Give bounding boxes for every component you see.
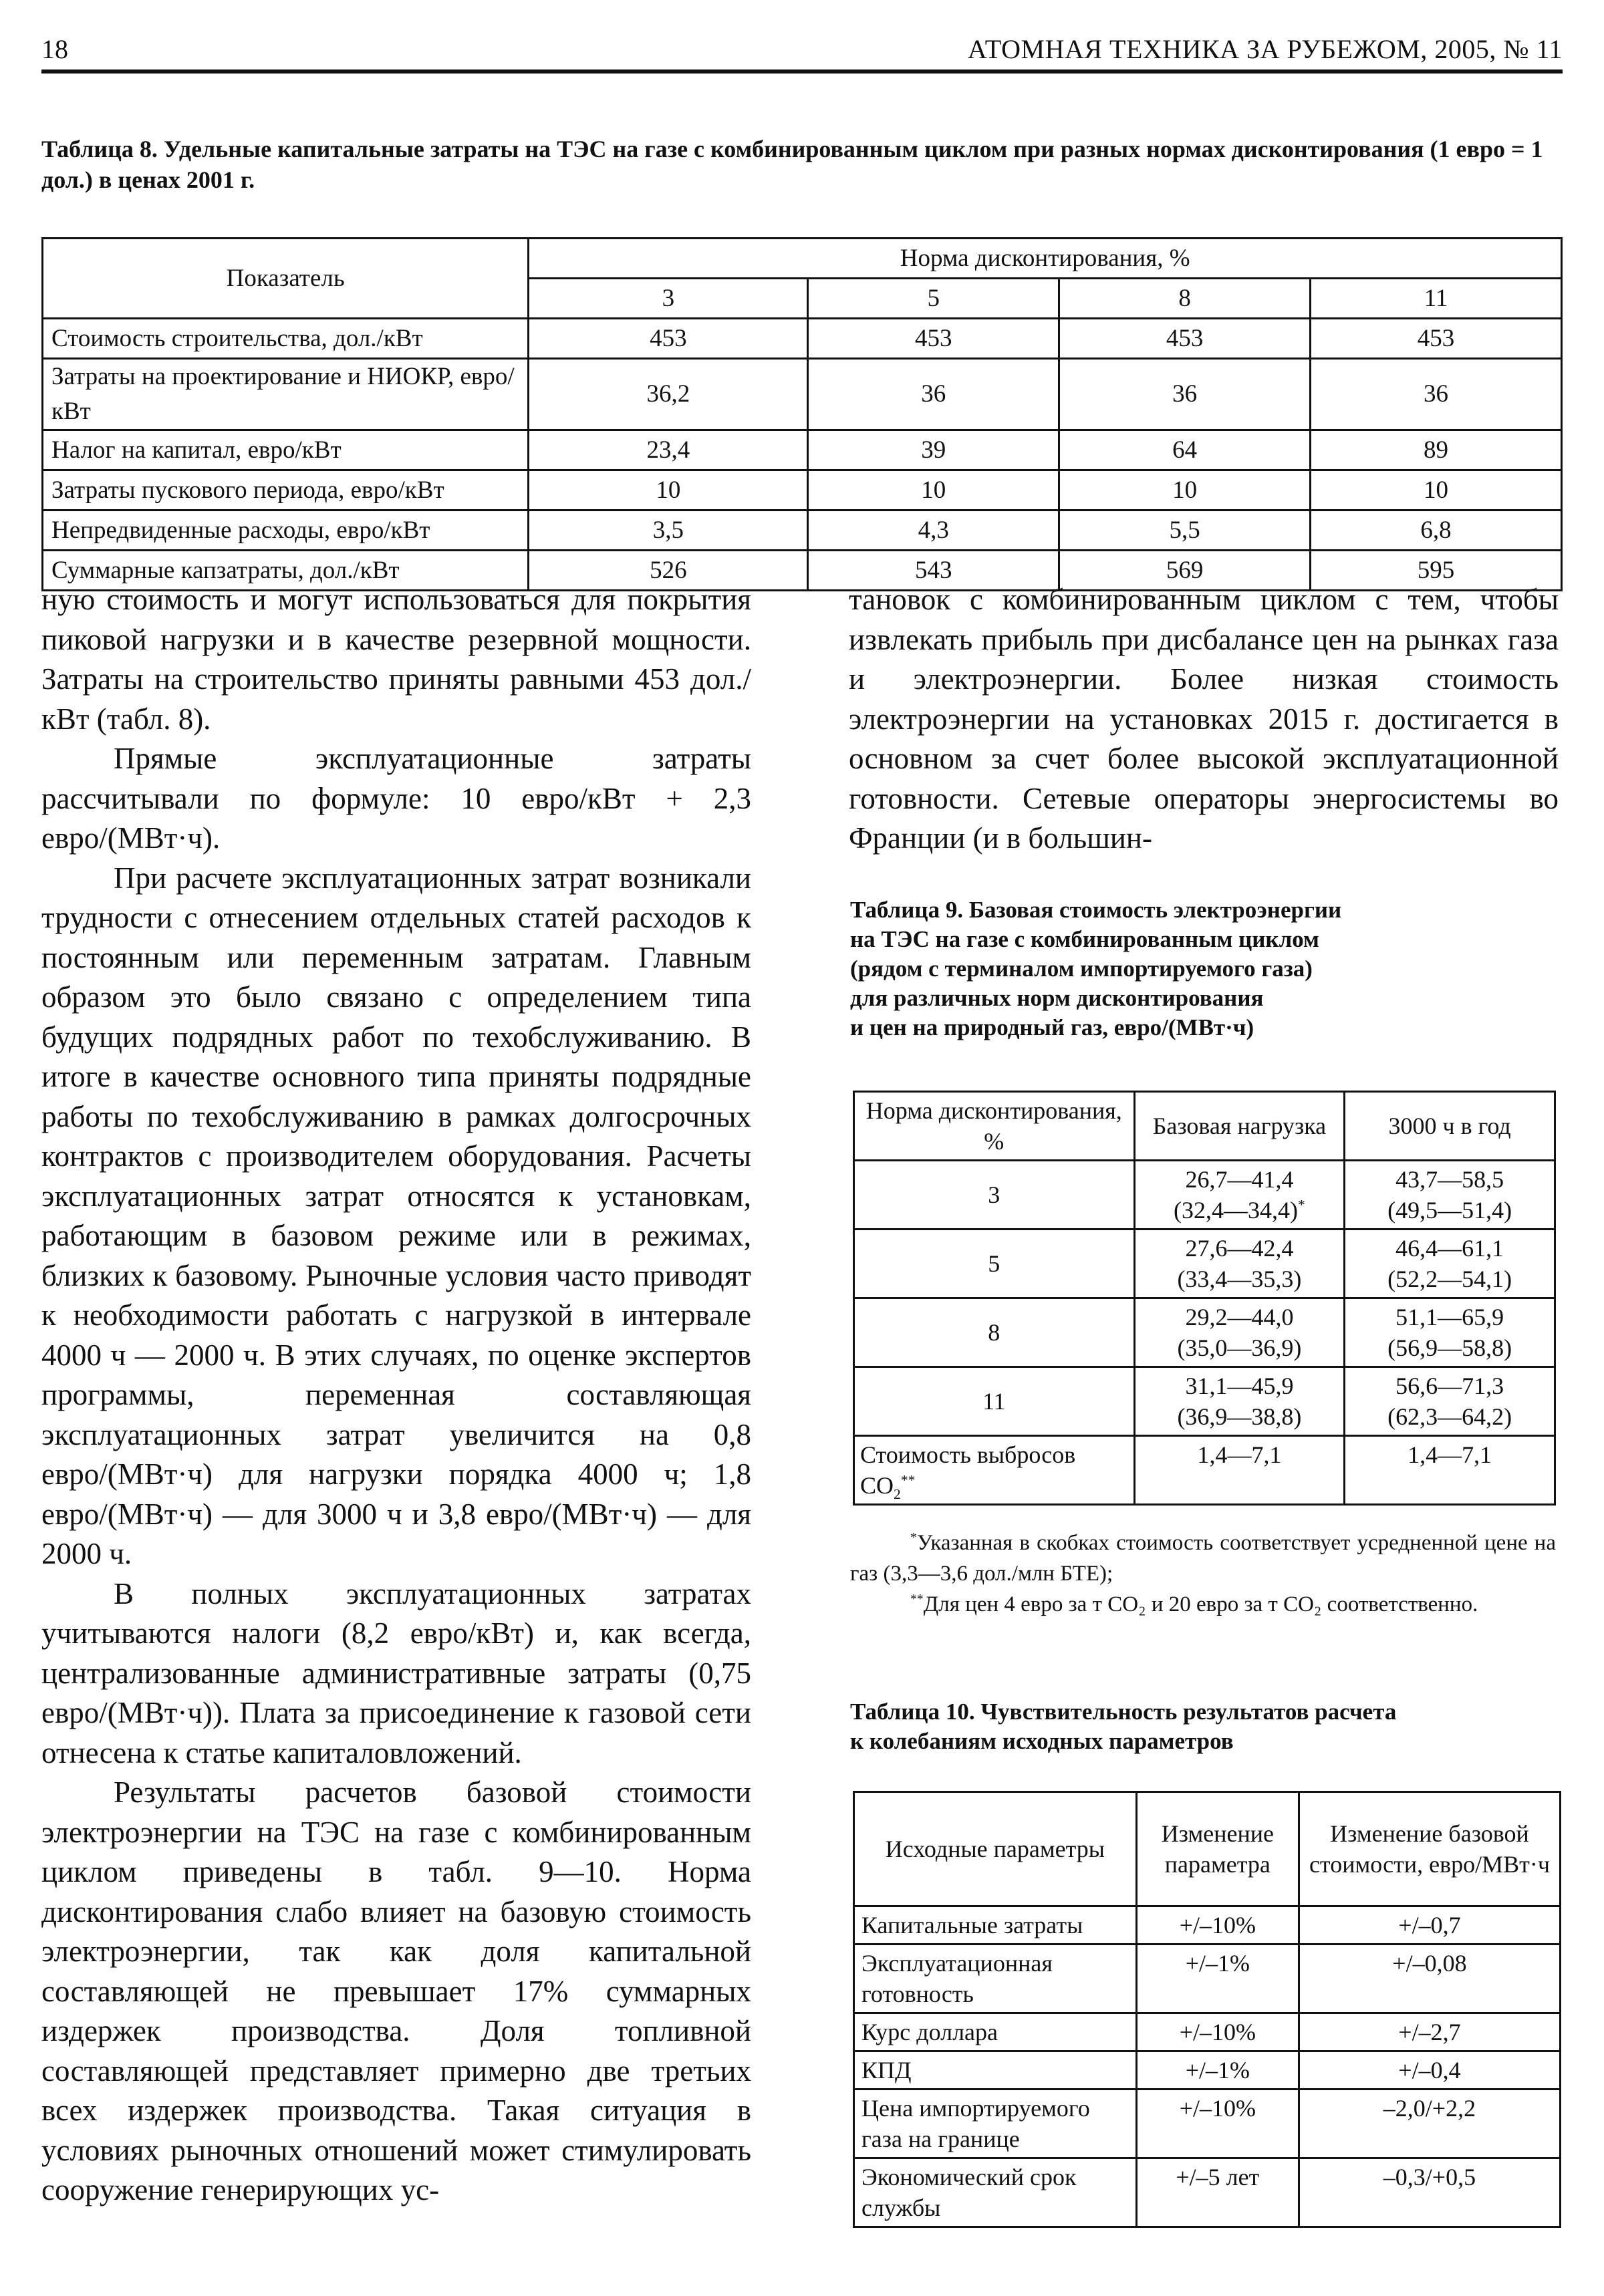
range: 56,6—71,3: [1395, 1373, 1504, 1399]
param-cell: Эксплуатационная готовность: [854, 1945, 1137, 2013]
paragraph: тановок с комбинированным циклом с тем, чтобы извлекать прибыль при дисбалансе цен на рынках газа и электроэнергии. Более низкая стоимость электроэнергии на установках 2015 г. достигается в основном за счет более высокой эксплуатационной готовности. Сетевые операторы энергосистемы во Франции (и в большин-: [849, 583, 1559, 855]
effect-cell: +/–0,7: [1299, 1906, 1560, 1945]
cell: 569: [1059, 551, 1311, 591]
range: 51,1—65,9: [1395, 1304, 1504, 1330]
table-row: [854, 1298, 1555, 1367]
cell: 36: [1311, 359, 1562, 430]
footnote-mark: *: [910, 1530, 917, 1545]
row-label: Суммарные капзатраты, дол./кВт: [43, 551, 529, 591]
change-cell: +/–10%: [1136, 2013, 1299, 2051]
table9-header-3000h: 3000 ч в год: [1345, 1092, 1555, 1161]
table8: [41, 237, 1563, 591]
row-label: Затраты пускового периода, евро/кВт: [43, 470, 529, 511]
param-cell: Цена импортируемого газа на границе: [854, 2090, 1137, 2158]
table8-col-8: 8: [1059, 279, 1311, 319]
table8-header-indicator: Показатель: [43, 239, 529, 319]
footnote: [850, 1528, 1556, 1589]
co2-label-cell: [854, 1436, 1135, 1505]
range: 29,2—44,0: [1185, 1304, 1294, 1330]
effect-cell: –0,3/+0,5: [1299, 2158, 1560, 2227]
subscript: 2: [894, 1486, 901, 1503]
cell: [1134, 1298, 1345, 1367]
table8-caption: Таблица 8. Удельные капитальные затраты на ТЭС на газе с комбинированным циклом при разных нормах дисконтирования (1 евро = 1 дол.) в ценах 2001 г.: [41, 136, 1543, 193]
table10-caption: [850, 1697, 1559, 1756]
table10-header-effect: Изменение базовой стоимости, евро/МВт·ч: [1299, 1792, 1560, 1906]
caption-line: (рядом с терминалом импортируемого газа): [850, 956, 1313, 982]
row-label: Непредвиденные расходы, евро/кВт: [43, 511, 529, 551]
rate-cell: 11: [854, 1367, 1135, 1436]
table-row: [854, 1367, 1555, 1436]
rate-cell: 8: [854, 1298, 1135, 1367]
rate-cell: 3: [854, 1161, 1135, 1230]
cell: 5,5: [1059, 511, 1311, 551]
cell: 89: [1311, 430, 1562, 470]
table-row: [43, 470, 1562, 511]
cell: 36: [808, 359, 1059, 430]
table8-col-11: 11: [1311, 279, 1562, 319]
range: 31,1—45,9: [1185, 1373, 1294, 1399]
paragraph: В полных эксплуатационных затратах учитываются налоги (8,2 евро/кВт) и, как всегда, централизованные административные затраты (0,75 евро/(МВт·ч)). Плата за присоединение к газовой сети отнесена к статье капиталовложений.: [41, 1576, 751, 1769]
table-row: [854, 1906, 1561, 1945]
cell: 39: [808, 430, 1059, 470]
table-row: [854, 1945, 1561, 2013]
cell: [1345, 1367, 1555, 1436]
table-row: [854, 1161, 1555, 1230]
cell: [1134, 1230, 1345, 1298]
param-cell: Экономический срок службы: [854, 2158, 1137, 2227]
cell: [1134, 1367, 1345, 1436]
cell: [1345, 1230, 1555, 1298]
co2-label: Стоимость выбросов CO: [860, 1441, 1076, 1499]
row-label: Затраты на проектирование и НИОКР, евро/кВт: [43, 359, 529, 430]
table-row: [43, 319, 1562, 359]
footnote-mark: **: [910, 1592, 924, 1606]
caption-line: Таблица 10. Чувствительность результатов расчета: [850, 1699, 1397, 1725]
table9-footnotes: [850, 1528, 1556, 1620]
cell: 453: [808, 319, 1059, 359]
avg-range: (36,9—38,8): [1177, 1403, 1302, 1430]
cell: 453: [1059, 319, 1311, 359]
table10: [853, 1791, 1561, 2228]
cell: 4,3: [808, 511, 1059, 551]
cell: [1345, 1298, 1555, 1367]
table9: [853, 1091, 1556, 1505]
footnote: [850, 1589, 1556, 1620]
table-row: [43, 359, 1562, 430]
change-cell: +/–10%: [1136, 2090, 1299, 2158]
table10-header-param: Исходные параметры: [854, 1792, 1137, 1906]
footnote-text: Указанная в скобках стоимость соответствует усредненной цене на газ (3,3—3,6 дол./млн БТЕ);: [850, 1531, 1556, 1586]
cell: 64: [1059, 430, 1311, 470]
table-row: [854, 2051, 1561, 2090]
table9-header-base: Базовая нагрузка: [1134, 1092, 1345, 1161]
cell: 1,4—7,1: [1345, 1436, 1555, 1505]
param-cell: Капитальные затраты: [854, 1906, 1137, 1945]
effect-cell: –2,0/+2,2: [1299, 2090, 1560, 2158]
table8-col-5: 5: [808, 279, 1059, 319]
cell: 10: [808, 470, 1059, 511]
cell: 36,2: [529, 359, 808, 430]
range: 26,7—41,4: [1185, 1166, 1294, 1193]
running-head: [41, 27, 1563, 67]
page-number: 18: [41, 34, 68, 64]
cell: 595: [1311, 551, 1562, 591]
table-row: [854, 2013, 1561, 2051]
caption-line: Таблица 9. Базовая стоимость электроэнергии: [850, 897, 1342, 923]
range: 27,6—42,4: [1185, 1235, 1294, 1262]
table-row: [854, 2090, 1561, 2158]
paragraph: Прямые эксплуатационные затраты рассчитывали по формуле: 10 евро/кВт + 2,3 евро/(МВт·ч).: [41, 742, 751, 855]
cell: 526: [529, 551, 808, 591]
footnote-mark: *: [1298, 1197, 1305, 1213]
avg-range: (56,9—58,8): [1387, 1334, 1512, 1361]
table-row: [854, 1230, 1555, 1298]
cell: 453: [1311, 319, 1562, 359]
avg-range: (52,2—54,1): [1387, 1266, 1512, 1292]
change-cell: +/–10%: [1136, 1906, 1299, 1945]
table-row: [43, 511, 1562, 551]
table9-caption: [850, 895, 1559, 1042]
cell: 23,4: [529, 430, 808, 470]
footnote-mark: **: [900, 1472, 916, 1488]
avg-range: (32,4—34,4): [1174, 1197, 1299, 1224]
table8-col-3: 3: [529, 279, 808, 319]
avg-range: (49,5—51,4): [1387, 1197, 1512, 1224]
paragraph: При расчете эксплуатационных затрат возникали трудности с отнесением отдельных статей расходов к постоянным или переменным затратам. Главным образом это было связано с определением типа будущих подрядных работ по техобслуживанию. В итоге в качестве основного типа приняты подрядные работы по техобслуживанию в рамках долгосрочных контрактов с производителем оборудования. Расчеты эксплуатационных затрат относятся к установкам, работающим в базовом режиме или в режимах, близких к базовому. Рыночные условия часто приводят к необходимости работать с нагрузкой в интервале 4000 ч — 2000 ч. В этих случаях, по оценке экспертов программы, переменная составляющая эксплуатационных затрат увеличится на 0,8 евро/(МВт·ч) для нагрузки порядка 4000 ч; 1,8 евро/(МВт·ч) — для 3000 ч и 3,8 евро/(МВт·ч) — для 2000 ч.: [41, 861, 751, 1570]
left-column: [41, 580, 751, 2210]
cell: 543: [808, 551, 1059, 591]
caption-line: на ТЭС на газе с комбинированным циклом: [850, 926, 1319, 952]
caption-line: и цен на природный газ, евро/(МВт·ч): [850, 1014, 1254, 1040]
change-cell: +/–1%: [1136, 2051, 1299, 2090]
caption-line: для различных норм дисконтирования: [850, 985, 1264, 1011]
cell: 10: [1059, 470, 1311, 511]
cell: 6,8: [1311, 511, 1562, 551]
caption-line: к колебаниям исходных параметров: [850, 1728, 1234, 1754]
cell: 36: [1059, 359, 1311, 430]
effect-cell: +/–0,08: [1299, 1945, 1560, 2013]
journal-title: АТОМНАЯ ТЕХНИКА ЗА РУБЕЖОМ, 2005, № 11: [967, 34, 1563, 64]
range: 43,7—58,5: [1395, 1166, 1504, 1193]
param-cell: КПД: [854, 2051, 1137, 2090]
effect-cell: +/–0,4: [1299, 2051, 1560, 2090]
table-row: [43, 430, 1562, 470]
avg-range: (33,4—35,3): [1177, 1266, 1302, 1292]
paragraph: Результаты расчетов базовой стоимости электроэнергии на ТЭС на газе с комбинированным циклом приведены в табл. 9—10. Норма дисконтирования слабо влияет на базовую стоимость электроэнергии, так как доля капитальной составляющей не превышает 17% суммарных издержек производства. Доля топливной составляющей представляет примерно две третьих всех издержек производства. Такая ситуация в условиях рыночных отношений может стимулировать сооружение генерирующих ус-: [41, 1775, 751, 2206]
paragraph: ную стоимость и могут использоваться для покрытия пиковой нагрузки и в качестве резервной мощности. Затраты на строительство приняты равными 453 дол./кВт (табл. 8).: [41, 583, 751, 736]
avg-range: (62,3—64,2): [1387, 1403, 1512, 1430]
cell: 3,5: [529, 511, 808, 551]
table8-header-group: Норма дисконтирования, %: [529, 239, 1562, 279]
row-label: Налог на капитал, евро/кВт: [43, 430, 529, 470]
table-row: [854, 2158, 1561, 2227]
change-cell: +/–5 лет: [1136, 2158, 1299, 2227]
cell: [1134, 1161, 1345, 1230]
footnote-text: Для цен 4 евро за т CO₂ и 20 евро за т CO₂ соответственно.: [923, 1592, 1478, 1616]
right-column: [849, 580, 1559, 859]
table-row-co2: [854, 1436, 1555, 1505]
cell: 10: [1311, 470, 1562, 511]
range: 46,4—61,1: [1395, 1235, 1504, 1262]
effect-cell: +/–2,7: [1299, 2013, 1560, 2051]
header-rule: [41, 69, 1563, 74]
cell: 10: [529, 470, 808, 511]
rate-cell: 5: [854, 1230, 1135, 1298]
table10-header-change: Изменение параметра: [1136, 1792, 1299, 1906]
table9-header-rate: Норма дисконтирования, %: [854, 1092, 1135, 1161]
cell: 1,4—7,1: [1134, 1436, 1345, 1505]
avg-range: (35,0—36,9): [1177, 1334, 1302, 1361]
param-cell: Курс доллара: [854, 2013, 1137, 2051]
row-label: Стоимость строительства, дол./кВт: [43, 319, 529, 359]
change-cell: +/–1%: [1136, 1945, 1299, 2013]
cell: [1345, 1161, 1555, 1230]
cell: 453: [529, 319, 808, 359]
